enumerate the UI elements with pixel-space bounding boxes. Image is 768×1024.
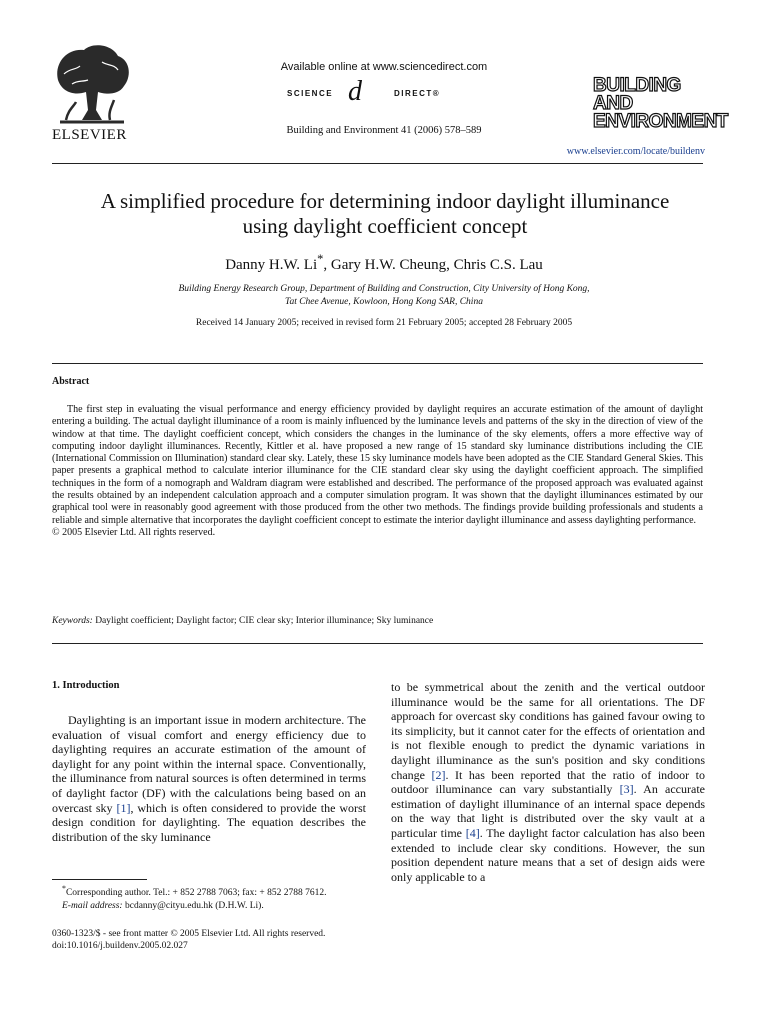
citation-link[interactable]: [3] bbox=[619, 782, 634, 797]
front-matter bbox=[52, 928, 382, 952]
affiliation-line-2: Tat Chee Avenue, Kowloon, Hong Kong SAR, China bbox=[285, 297, 483, 307]
sd-at-glyph: d bbox=[348, 76, 362, 107]
journal-logo bbox=[593, 75, 728, 132]
footnote bbox=[52, 883, 366, 912]
abstract-bottom-rule bbox=[52, 643, 703, 644]
keywords-list: Daylight coefficient; Daylight factor; CIE clear sky; Interior illuminance; Sky luminance bbox=[92, 616, 434, 626]
text-run: , which is often considered to provide the worst design condition for daylighting. The equation describes the distribution of the sky luminance bbox=[52, 800, 366, 844]
footnote-text: Corresponding author. Tel.: + 852 2788 7063; fax: + 852 2788 7612. bbox=[65, 888, 327, 899]
abstract-top-rule bbox=[52, 363, 703, 364]
text-run: . It has been reported that the ratio of indoor to outdoor illuminance can vary substantially bbox=[391, 767, 706, 797]
email-note bbox=[52, 900, 366, 913]
header-rule bbox=[52, 163, 703, 164]
keywords bbox=[52, 616, 703, 626]
article-dates: Received 14 January 2005; received in revised form 21 February 2005; accepted 28 February 2005 bbox=[195, 318, 573, 328]
elsevier-tree-logo bbox=[52, 40, 132, 132]
sciencedirect-logo bbox=[287, 76, 477, 107]
author-1[interactable]: Danny H.W. Li bbox=[225, 257, 318, 273]
affiliation-line-1: Building Energy Research Group, Department of Building and Construction, City University of Hong Kong, bbox=[178, 284, 590, 294]
intro-paragraph-left bbox=[52, 713, 366, 844]
text-run: to be symmetrical about the zenith and the vertical outdoor illuminance would be the same for all orientations. The DF approach for overcast sky conditions has gained favour owing to its simplicity, but it cannot cater for the effects of orientation and is not flexible enough to predict the dynamic variations in daylight illuminance as the sun's position and sky conditions change bbox=[391, 680, 705, 782]
authors bbox=[0, 252, 768, 274]
abstract-heading: Abstract bbox=[52, 376, 90, 387]
available-online[interactable]: Available online at www.sciencedirect.com bbox=[280, 61, 488, 73]
corresponding-author-note bbox=[52, 883, 366, 900]
text-run: . The daylight factor calculation has also been extended to include clear sky conditions. However, the sun position dependent nature means that a set of design aids were only applicable to a bbox=[391, 825, 705, 884]
footnote-mark: * bbox=[62, 884, 66, 893]
abstract-copyright: © 2005 Elsevier Ltd. All rights reserved. bbox=[52, 526, 216, 538]
citation-link[interactable]: [1] bbox=[116, 800, 131, 815]
journal-reference: Building and Environment 41 (2006) 578–589 bbox=[286, 125, 482, 136]
corresponding-mark[interactable]: * bbox=[317, 252, 324, 266]
email-label: E-mail address: bbox=[62, 900, 123, 911]
title-line-1: A simplified procedure for determining indoor daylight illuminance bbox=[100, 189, 670, 213]
text-run: Daylighting is an important issue in modern architecture. The evaluation of visual comfort and energy efficiency due to daylighting requires an accurate estimation of the amount of daylight for any point within the internal space. Conventionally, the illuminance from natural sources is often determined in terms of daylight factor (DF) with the calculations being based on an overcast sky bbox=[52, 713, 366, 815]
title-line-2: using daylight coefficient concept bbox=[242, 214, 528, 238]
citation-link[interactable]: [4] bbox=[465, 825, 480, 840]
text-run: . An accurate estimation of daylight illuminance of an internal space depends on the way that light is distributed over the sky vault at a particular time bbox=[391, 782, 705, 840]
publisher-name: ELSEVIER bbox=[52, 127, 127, 143]
sd-right-word: DIRECT® bbox=[394, 89, 441, 98]
abstract-text: The first step in evaluating the visual performance and energy efficiency provided by daylight requires an accurate estimation of the amount of daylight entering a building. The actual daylight illuminance of a room is mainly influenced by the luminance levels and patterns of the sky in the direction of view of the window at that time. The daylight coefficient concept, which considers the changes in the luminance of the sky elements, offers a more effective way of computing indoor daylight illuminances. Recently, Kittler et al. have proposed a new range of 15 standard sky luminance distributions including the CIE (International Commission on Illumination) standard clear sky. Lately, these 15 sky luminance models have been adopted as the CIE Standard General Skies. This paper presents a graphical method to calculate interior illuminance for the CIE standard clear sky using the daylight coefficient approach. The simplified techniques in the form of a nomograph and Waldram diagram were established and described. The performance of the proposed approach was evaluated against the results obtained by an independent calculation approach and a computer simulation program. It was shown that the daylight illuminances estimated by our graphical tool were in reasonably good agreement with those produced from the other two methods. The findings provide building professionals and students a reliable and simple alternative that incorporates the daylight coefficient concept to estimate the interior daylight illuminance and assess daylighting performance. bbox=[52, 404, 703, 526]
footnote-rule bbox=[52, 879, 147, 880]
other-authors: , Gary H.W. Cheung, Chris C.S. Lau bbox=[323, 257, 543, 273]
article-title bbox=[40, 189, 730, 239]
journal-logo-line1: BUILDING AND bbox=[593, 75, 681, 114]
journal-url-link[interactable]: www.elsevier.com/locate/buildenv bbox=[566, 146, 705, 157]
keywords-label: Keywords: bbox=[52, 616, 93, 626]
email-address[interactable]: bcdanny@cityu.edu.hk (D.H.W. Li). bbox=[122, 900, 264, 911]
right-column bbox=[391, 680, 705, 884]
citation-link[interactable]: [2] bbox=[431, 767, 446, 782]
affiliation bbox=[60, 283, 708, 309]
left-column bbox=[52, 713, 366, 844]
intro-paragraph-right bbox=[391, 680, 705, 884]
section-heading-introduction: 1. Introduction bbox=[52, 680, 120, 691]
sd-left-word: SCIENCE bbox=[287, 89, 334, 98]
abstract-body bbox=[52, 404, 703, 539]
journal-logo-line2: ENVIRONMENT bbox=[593, 111, 728, 132]
front-matter-line: 0360-1323/$ - see front matter © 2005 Elsevier Ltd. All rights reserved. bbox=[52, 929, 326, 939]
doi[interactable]: doi:10.1016/j.buildenv.2005.02.027 bbox=[52, 941, 188, 951]
